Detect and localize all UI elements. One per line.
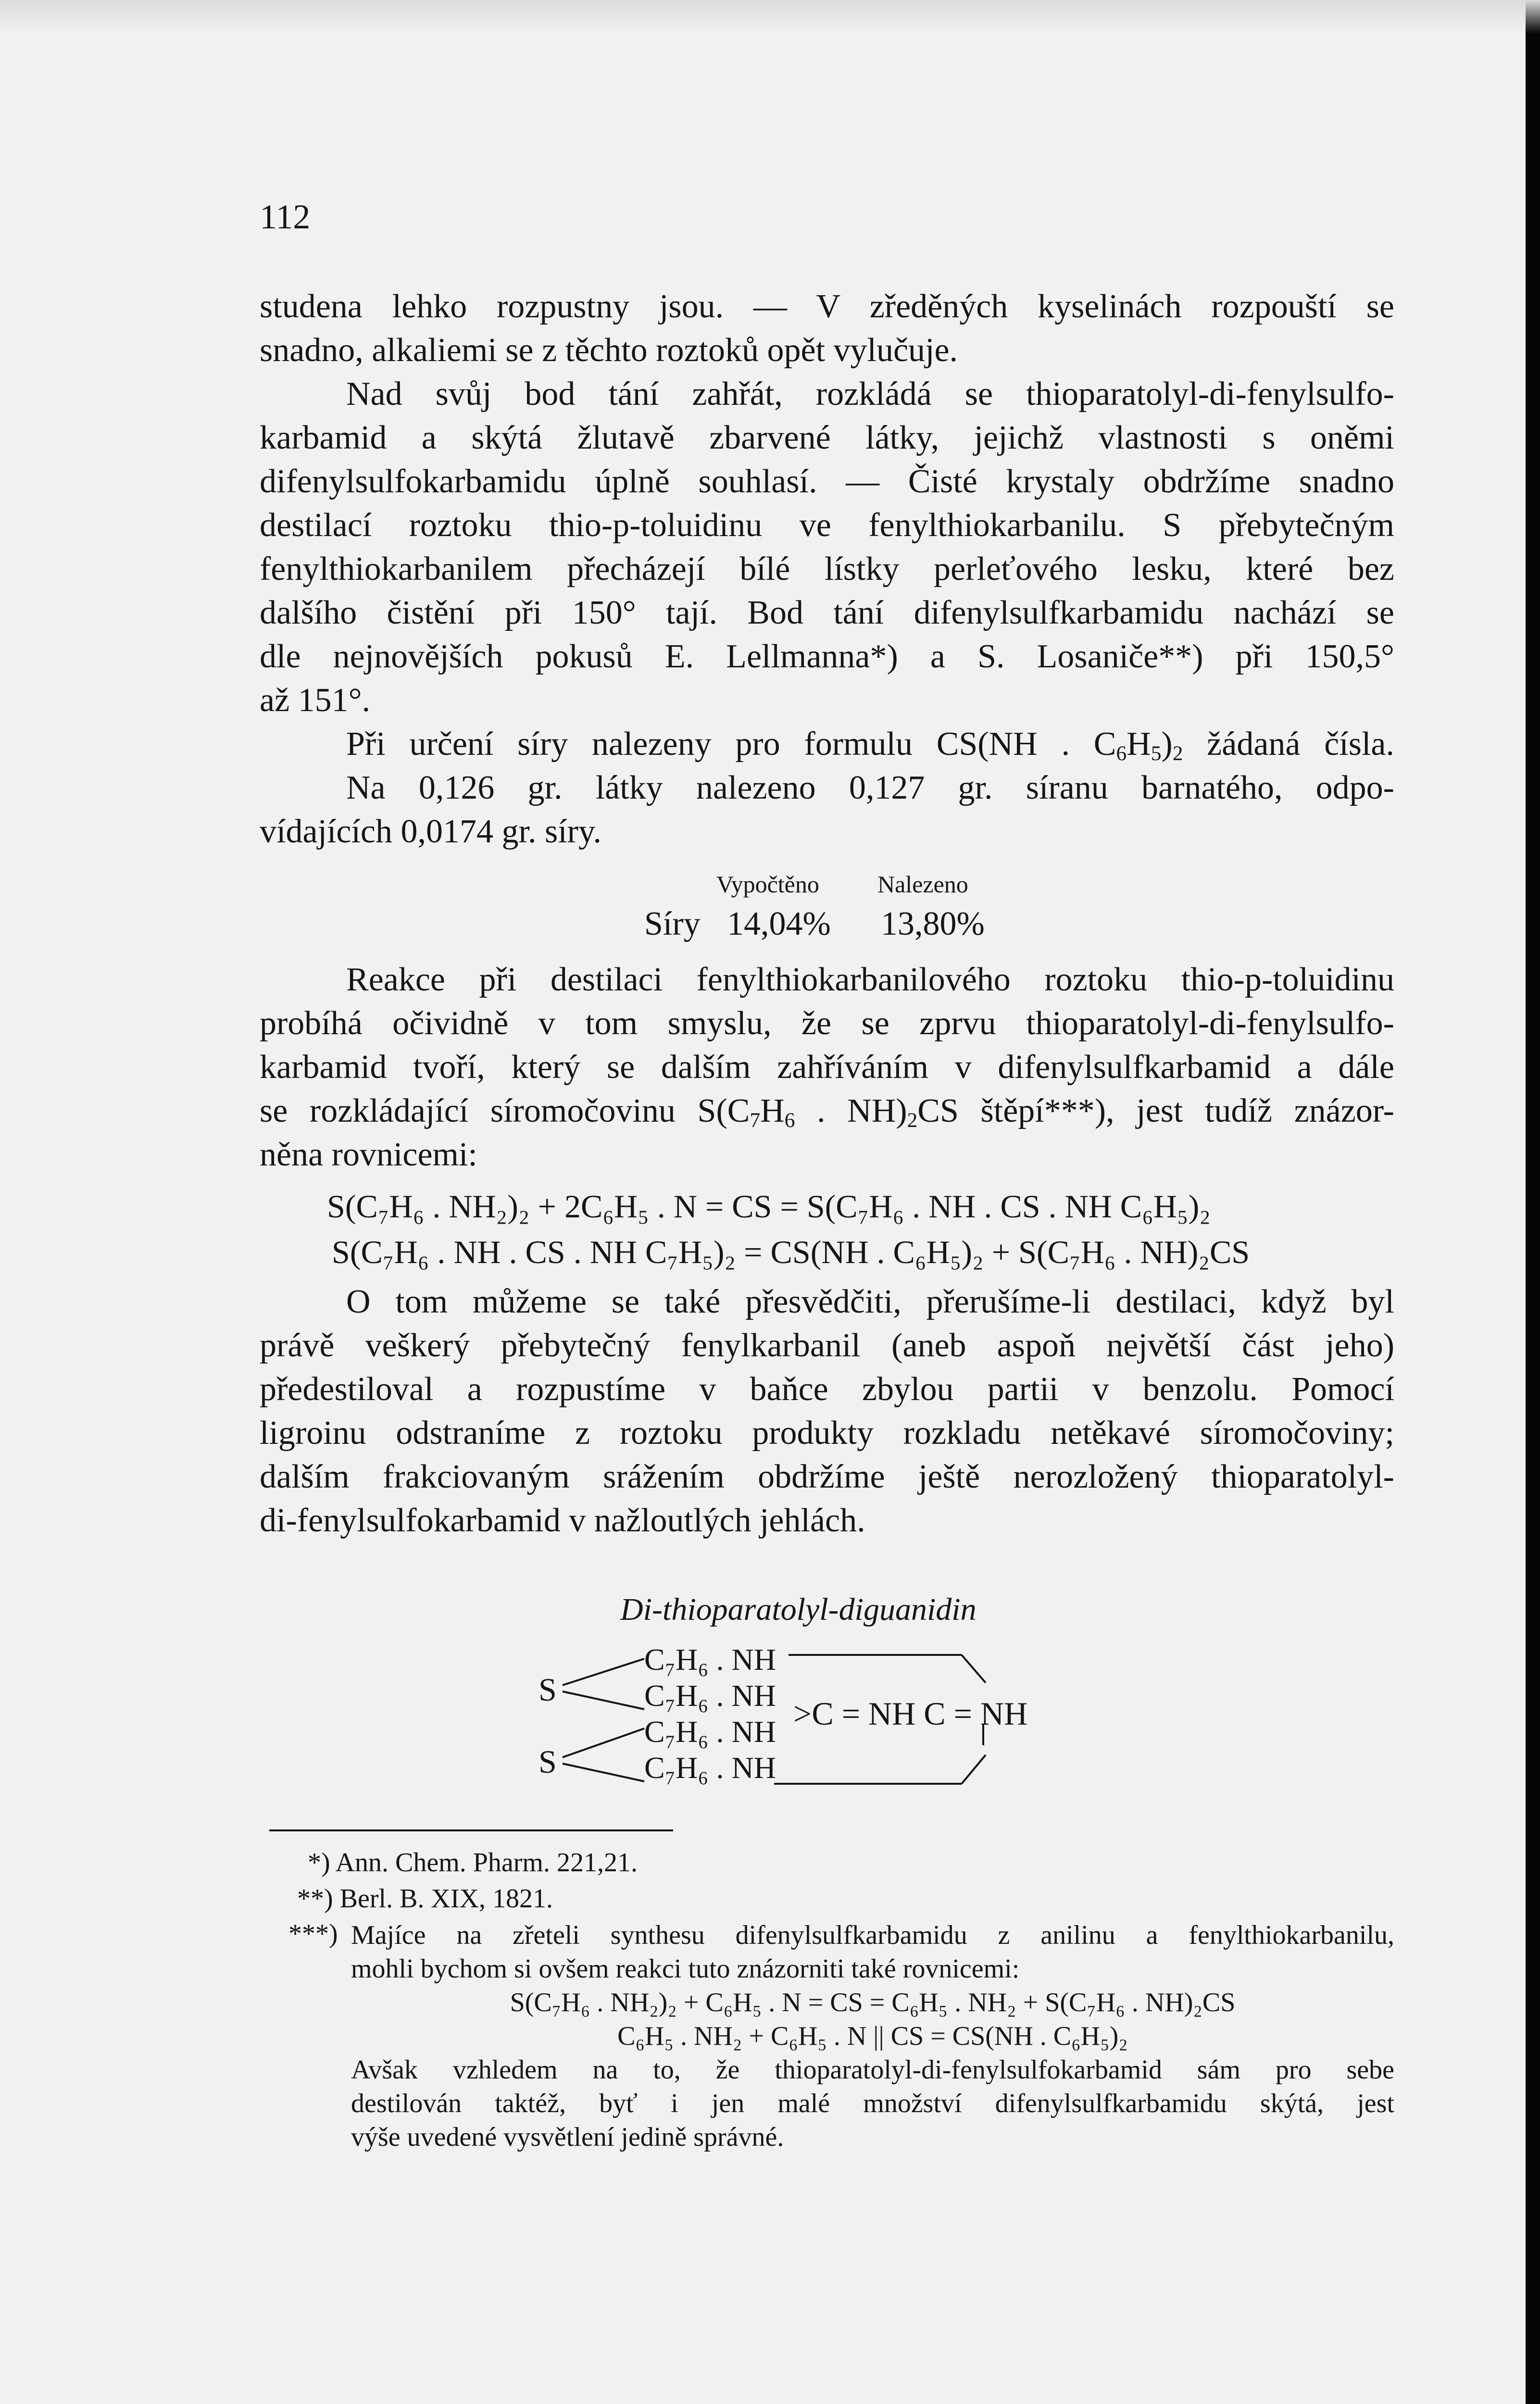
text-line: difenylsulfokarbamidu úplně souhlasí. — Čisté krystaly obdržíme snadno [260, 463, 1394, 500]
paragraph-2 [260, 372, 1394, 722]
text-line: vídajících 0,0174 gr. síry. [260, 813, 601, 850]
paragraph-3 [260, 722, 1394, 853]
paragraph-1 [260, 285, 1394, 372]
text-line: Na 0,126 gr. látky nalezeno 0,127 gr. síranu barnatého, odpo- [346, 769, 1394, 806]
text-line: karbamid tvoří, který se dalším zahříváním v difenylsulfkarbamid a dále [260, 1049, 1394, 1086]
paragraph-4 [260, 958, 1394, 1177]
text-line: fenylthiokarbanilem přecházejí bílé lístky perleťového lesku, které bez [260, 551, 1394, 588]
equation-2: S(C₇H₆ . NH . CS . NH C₇H₅)₂ = CS(NH . C₆H₅)₂ + S(C₇H₆ . NH)₂CS [332, 1234, 1250, 1270]
footnote-3 [351, 1918, 1394, 2154]
paragraph-5 [260, 1280, 1394, 1542]
footnote-equation: S(C₇H₆ . NH₂)₂ + C₆H₅ . N = CS = C₆H₅ . NH₂ + S(C₇H₆ . NH)₂CS [510, 1988, 1236, 2017]
results-header-found: Nalezeno [877, 871, 968, 898]
text-line: O tom můžeme se také přesvědčiti, přerušíme-li destilaci, když byl [346, 1283, 1394, 1320]
text-line: snadno, alkaliemi se z těchto roztoků opět vylučuje. [260, 332, 958, 369]
results-calc-value: 14,04% [727, 905, 831, 942]
text-line: právě veškerý přebytečný fenylkarbanil (aneb aspoň největší část jeho) [260, 1327, 1394, 1364]
text-line: ligroinu odstraníme z roztoku produkty rozkladu netěkavé síromočoviny; [260, 1415, 1394, 1452]
text-line: di-fenylsulfokarbamid v nažloutlých jehlách. [260, 1502, 865, 1539]
text-line: destilací roztoku thio-p-toluidinu ve fenylthiokarbanilu. S přebytečným [260, 507, 1394, 544]
tolyl-group-3: C₇H₆ . NH [644, 1715, 776, 1749]
footnote-rule [269, 1829, 673, 1831]
text-line: dalším frakciovaným srážením obdržíme ještě nerozložený thioparatolyl- [260, 1458, 1394, 1495]
structural-formula [534, 1642, 1159, 1808]
scan-shadow [0, 0, 1540, 34]
sulfur-top: S [538, 1671, 557, 1708]
text-line: Nad svůj bod tání zahřát, rozkládá se thioparatolyl-di-fenylsulfo- [346, 376, 1394, 413]
page-number: 112 [260, 198, 311, 236]
footnote-line: destilován taktéž, byť i jen malé množství difenylsulfkarbamidu skýtá, jest [351, 2089, 1394, 2118]
text-line: studena lehko rozpustny jsou. — V zředěných kyselinách rozpouští se [260, 288, 1394, 325]
tolyl-group-2: C₇H₆ . NH [644, 1678, 776, 1713]
tolyl-group-1: C₇H₆ . NH [644, 1642, 776, 1677]
equation-1: S(C₇H₆ . NH₂)₂ + 2C₆H₅ . N = CS = S(C₇H₆ . NH . CS . NH C₆H₅)₂ [327, 1188, 1211, 1225]
footnote-3-mark: ***) [288, 1919, 338, 1949]
footnote-line: výše uvedené vysvětlení jedině správné. [351, 2122, 784, 2152]
text-line: dalšího čistění při 150° tají. Bod tání difenylsulfkarbamidu nachází se [260, 594, 1394, 631]
text-line: karbamid a skýtá žlutavě zbarvené látky, jejichž vlastnosti s oněmi [260, 419, 1394, 456]
results-row-label: Síry [644, 905, 701, 942]
text-line: probíhá očividně v tom smyslu, že se zprvu thioparatolyl-di-fenylsulfo- [260, 1005, 1394, 1042]
text-line: se rozkládající síromočovinu $S(C_7H_6$ . $NH)_2CS$ štěpí***), jest tudíž znázor- [260, 1092, 1394, 1132]
footnote-line: mohli bychom si ovšem reakci tuto znázorniti také rovnicemi: [351, 1954, 1020, 1984]
footnote-line: Majíce na zřeteli synthesu difenylsulfkarbamidu z anilinu a fenylthiokarbanilu, [351, 1920, 1394, 1950]
text-line: až 151°. [260, 682, 371, 719]
results-header-calc: Vypočtěno [716, 871, 819, 898]
text-line: předestiloval a rozpustíme v baňce zbylou partii v benzolu. Pomocí [260, 1371, 1394, 1408]
text-line: dle nejnovějších pokusů E. Lellmanna*) a S. Losaniče**) při 150,5° [260, 638, 1394, 675]
text-line: něna rovnicemi: [260, 1136, 477, 1173]
section-title: Di-thioparatolyl-diguanidin [620, 1592, 977, 1627]
tolyl-group-4: C₇H₆ . NH [644, 1751, 776, 1785]
footnote-line: Avšak vzhledem na to, že thioparatolyl-di-fenylsulfokarbamid sám pro sebe [351, 2055, 1394, 2085]
footnote-1: *) Ann. Chem. Pharm. 221,21. [308, 1848, 638, 1878]
footnote-2: **) Berl. B. XIX, 1821. [297, 1884, 553, 1914]
text-line: Při určení síry nalezeny pro formulu CS(NH . $C_6H_5)_2$ žádaná čísla. [346, 726, 1394, 765]
scan-edge [1526, 0, 1540, 2404]
footnote-equation: C₆H₅ . NH₂ + C₆H₅ . N || CS = CS(NH . C₆H₅)₂ [617, 2021, 1128, 2051]
sulfur-bottom: S [538, 1743, 557, 1780]
text-line: Reakce při destilaci fenylthiokarbanilového roztoku thio-p-toluidinu [346, 961, 1394, 998]
results-found-value: 13,80% [881, 905, 985, 942]
guanidine-core: >C = NH C = NH [793, 1695, 1028, 1732]
